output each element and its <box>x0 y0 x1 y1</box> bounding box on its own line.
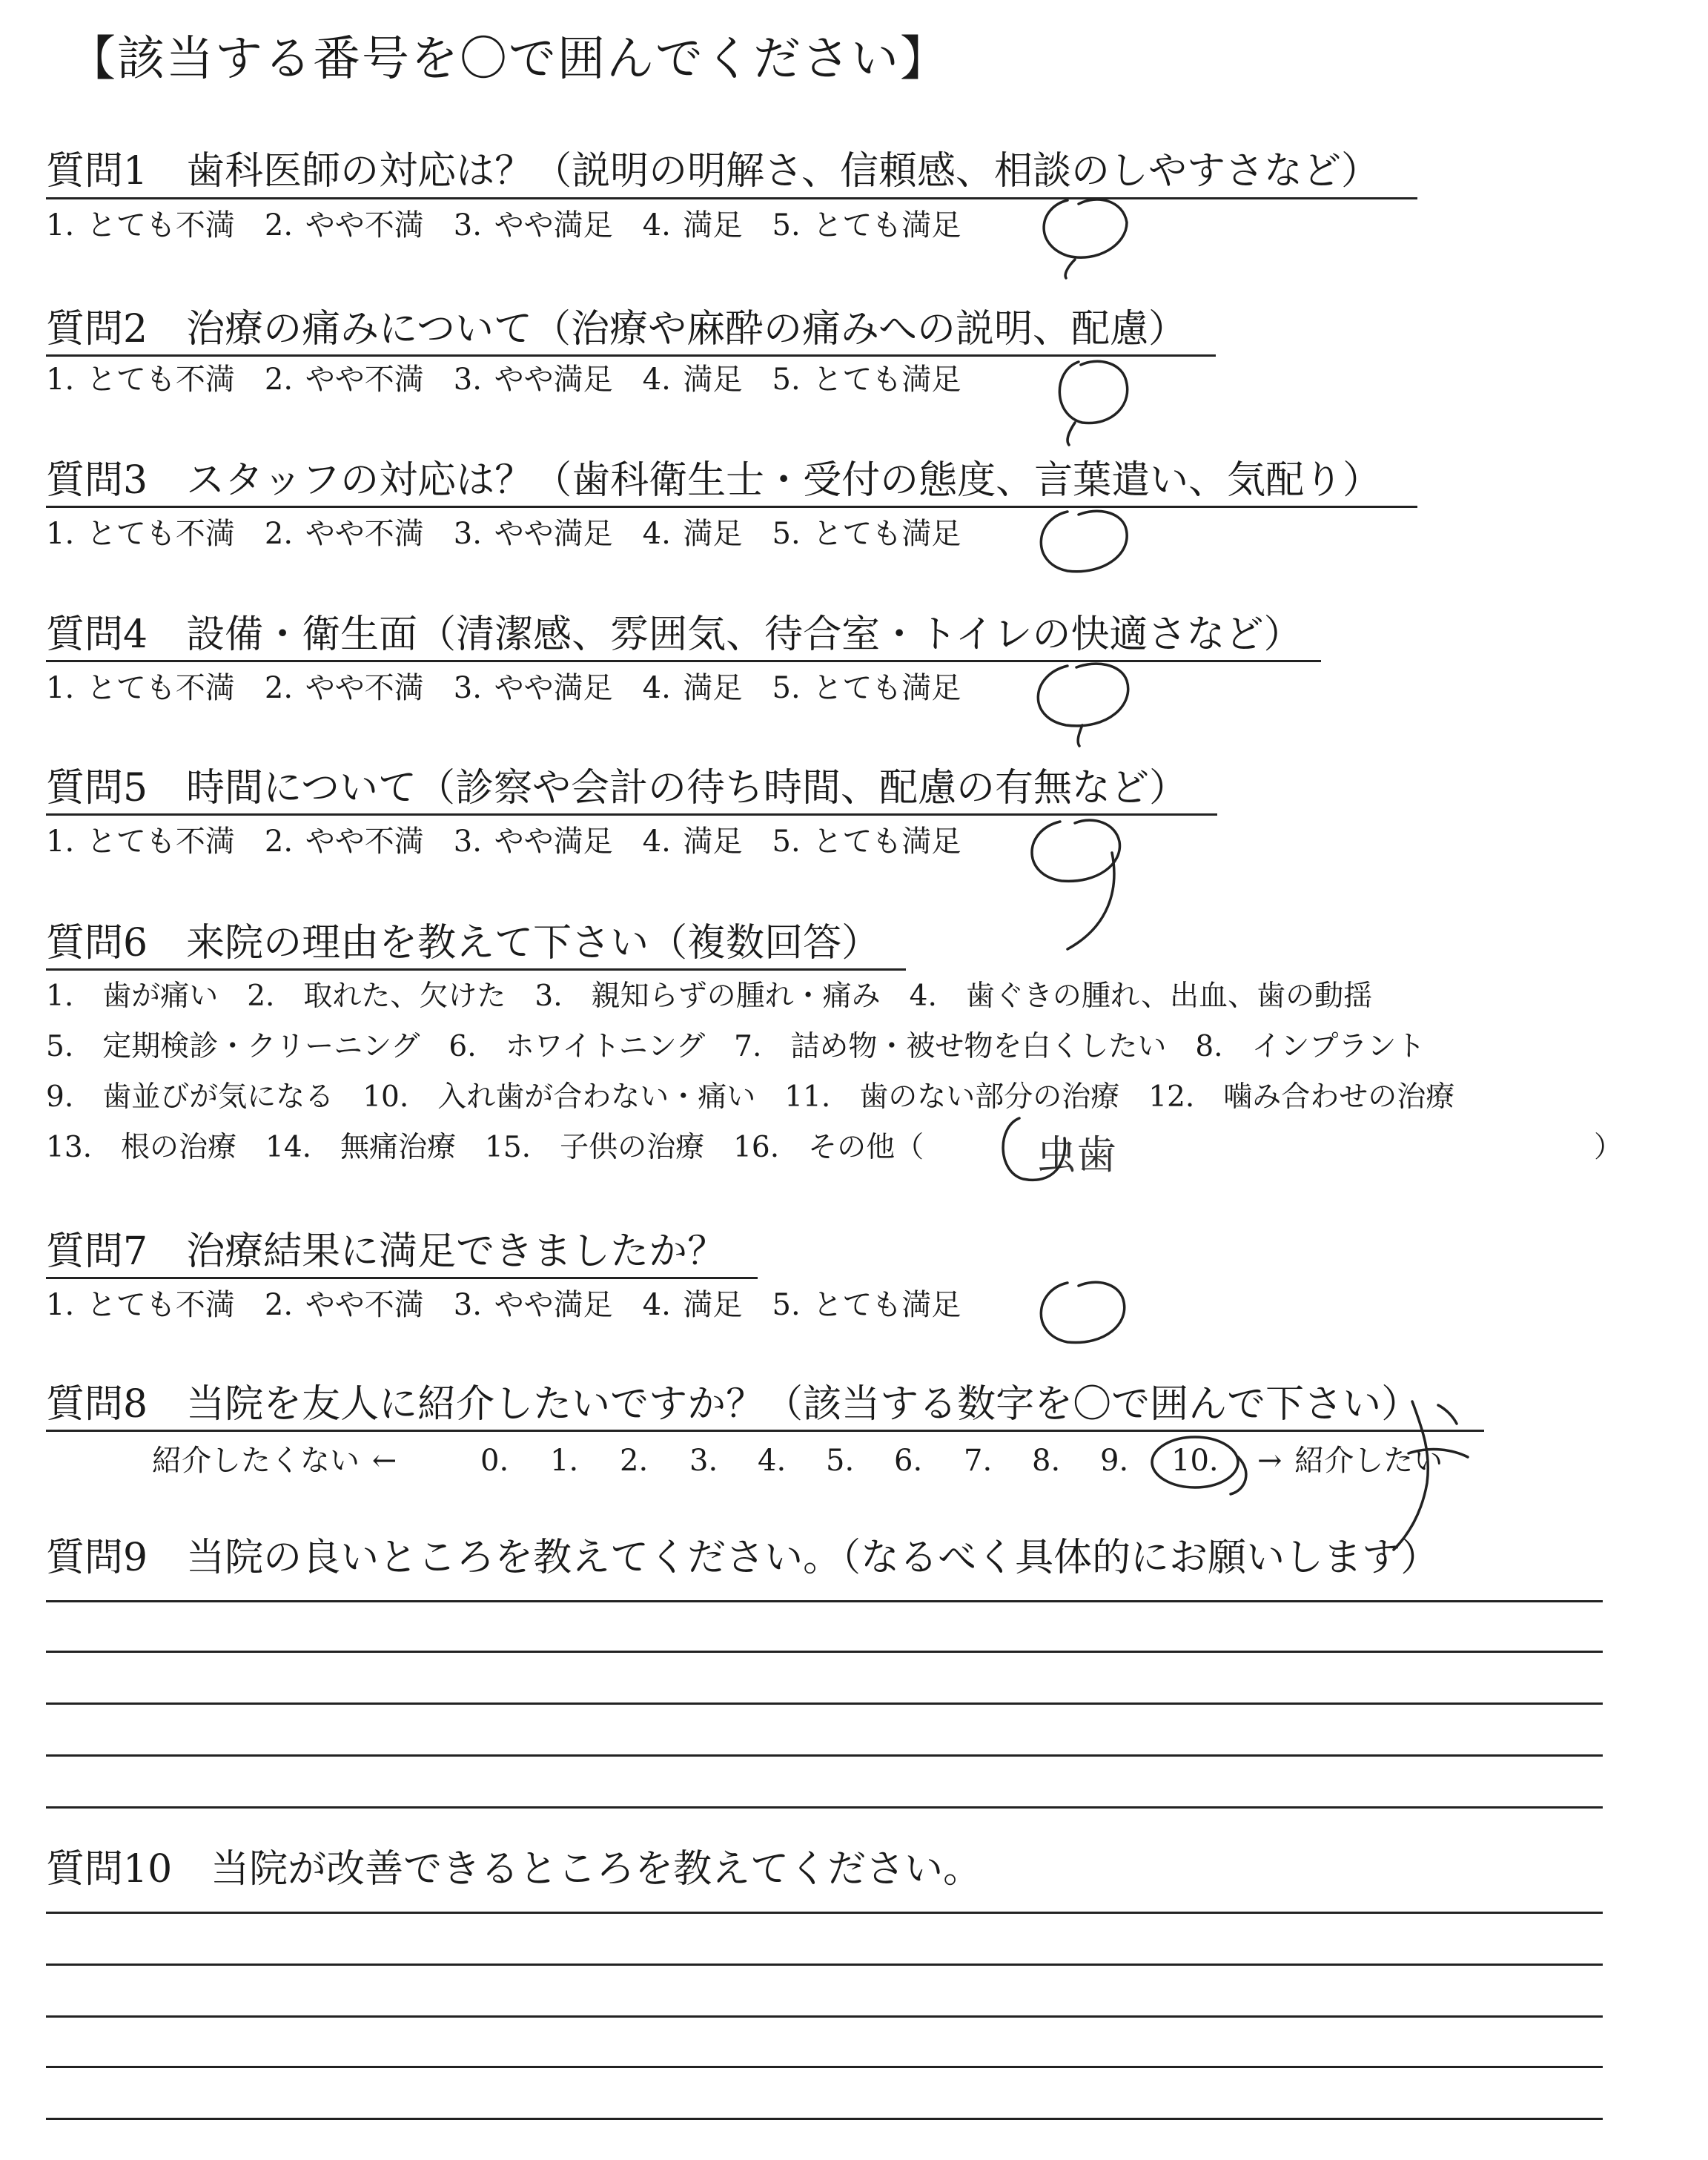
question-7: 質問7 治療結果に満足できましたか？ <box>46 1229 726 1274</box>
answer-line[interactable] <box>46 1702 1603 1705</box>
page-title: 【該当する番号を〇で囲んでください】 <box>68 32 949 87</box>
q8-scale-8[interactable]: 8. <box>1032 1444 1061 1478</box>
answer-mark-q5 <box>1032 820 1119 949</box>
question-5-underline <box>46 813 1217 816</box>
question-6-options-row-2[interactable]: 5. 定期検診・クリーニング 6. ホワイトニング 7. 詰め物・被せ物を白くしたい 8. インプラント <box>46 1030 1426 1063</box>
answer-line[interactable] <box>46 1600 1603 1602</box>
question-6-other-close-paren: ） <box>1594 1131 1623 1164</box>
question-6: 質問6 来院の理由を教えて下さい（複数回答） <box>46 921 881 965</box>
q8-scale-4[interactable]: 4. <box>758 1444 787 1478</box>
q8-scale-3[interactable]: 3. <box>689 1444 718 1478</box>
q8-scale-10[interactable]: 10. <box>1171 1444 1219 1478</box>
question-3-underline <box>46 506 1417 508</box>
question-7-options[interactable]: 1. とても不満 2. やや不満 3. やや満足 4. 満足 5. とても満足 <box>46 1288 961 1322</box>
question-2-options[interactable]: 1. とても不満 2. やや不満 3. やや満足 4. 満足 5. とても満足 <box>46 363 961 397</box>
question-6-options-row-3[interactable]: 9. 歯並びが気になる 10. 入れ歯が合わない・痛い 11. 歯のない部分の治療 12. 噛み合わせの治療 <box>46 1080 1455 1114</box>
q8-scale-6[interactable]: 6. <box>894 1444 923 1478</box>
question-10: 質問10 当院が改善できるところを教えてください。 <box>46 1847 982 1892</box>
question-4-options[interactable]: 1. とても不満 2. やや不満 3. やや満足 4. 満足 5. とても満足 <box>46 671 961 705</box>
question-8: 質問8 当院を友人に紹介したいですか？（該当する数字を〇で囲んで下さい） <box>46 1382 1420 1427</box>
q8-scale-7[interactable]: 7. <box>964 1444 993 1478</box>
question-6-other-handwritten: 虫歯 <box>1036 1132 1116 1178</box>
answer-line[interactable] <box>46 2066 1603 2068</box>
question-1-options[interactable]: 1. とても不満 2. やや不満 3. やや満足 4. 満足 5. とても満足 <box>46 208 961 242</box>
question-5: 質問5 時間について（診察や会計の待ち時間、配慮の有無など） <box>46 766 1188 810</box>
answer-line[interactable] <box>46 1806 1603 1809</box>
q8-scale-9[interactable]: 9. <box>1100 1444 1129 1478</box>
question-1-underline <box>46 197 1417 199</box>
answer-mark-q4 <box>1038 664 1128 746</box>
question-9: 質問9 当院の良いところを教えてください。（なるべく具体的にお願いします） <box>46 1536 1440 1580</box>
q8-scale-1[interactable]: 1. <box>550 1444 579 1478</box>
answer-line[interactable] <box>46 2015 1603 2018</box>
answer-line[interactable] <box>46 1964 1603 1966</box>
q8-scale-5[interactable]: 5. <box>826 1444 855 1478</box>
answer-mark-q1 <box>1044 199 1127 278</box>
question-3-options[interactable]: 1. とても不満 2. やや不満 3. やや満足 4. 満足 5. とても満足 <box>46 517 961 551</box>
answer-line[interactable] <box>46 1651 1603 1653</box>
answer-line[interactable] <box>46 1912 1603 1914</box>
question-6-underline <box>46 968 906 971</box>
question-3: 質問3 スタッフの対応は？（歯科衛生士・受付の態度、言葉遣い、気配り） <box>46 458 1382 503</box>
q8-scale-right-label: → 紹介したい <box>1257 1444 1443 1478</box>
q8-scale-left-label: 紹介したくない ← <box>152 1444 397 1478</box>
question-6-options-row-4[interactable]: 13. 根の治療 14. 無痛治療 15. 子供の治療 16. その他（ <box>46 1131 924 1164</box>
answer-mark-q3 <box>1041 511 1127 571</box>
question-6-options-row-1[interactable]: 1. 歯が痛い 2. 取れた、欠けた 3. 親知らずの腫れ・痛み 4. 歯ぐきの腫れ、出血、歯の動揺 <box>46 980 1373 1013</box>
answer-mark-q2 <box>1059 361 1127 445</box>
q8-scale-2[interactable]: 2. <box>620 1444 649 1478</box>
question-7-underline <box>46 1277 758 1279</box>
answer-line[interactable] <box>46 1754 1603 1757</box>
question-2: 質問2 治療の痛みについて（治療や麻酔の痛みへの説明、配慮） <box>46 307 1188 351</box>
question-4-underline <box>46 660 1321 662</box>
answer-mark-q7 <box>1041 1282 1124 1342</box>
answer-line[interactable] <box>46 2118 1603 2120</box>
question-1: 質問1 歯科医師の対応は？（説明の明解さ、信頼感、相談のしやすさなど） <box>46 149 1380 194</box>
q8-scale-0[interactable]: 0. <box>480 1444 509 1478</box>
question-2-underline <box>46 354 1216 357</box>
question-5-options[interactable]: 1. とても不満 2. やや不満 3. やや満足 4. 満足 5. とても満足 <box>46 825 961 859</box>
question-8-underline <box>46 1430 1484 1432</box>
question-4: 質問4 設備・衛生面（清潔感、雰囲気、待合室・トイレの快適さなど） <box>46 612 1302 657</box>
